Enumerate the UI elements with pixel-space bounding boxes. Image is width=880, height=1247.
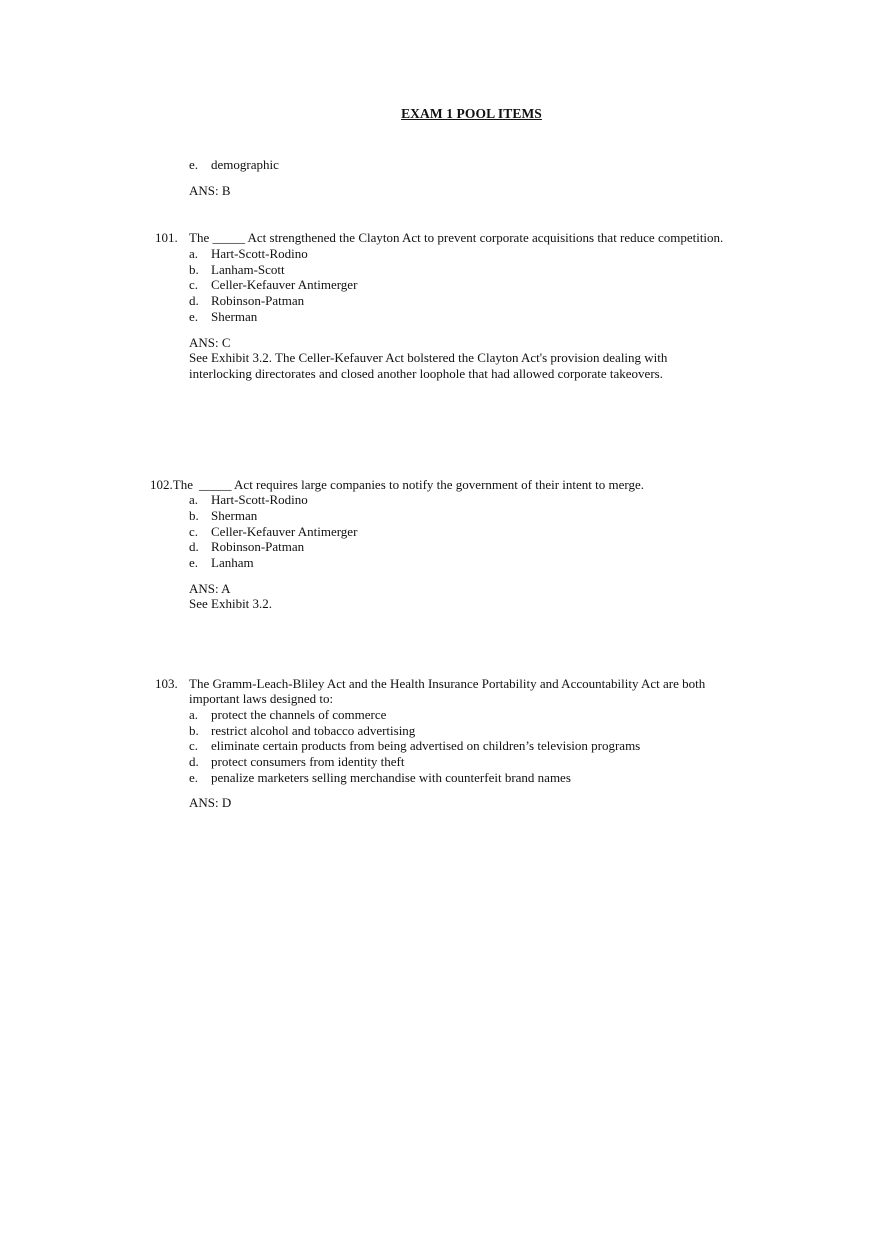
question-102-option-c [189, 524, 357, 540]
question-102-option-e [189, 555, 254, 571]
option-letter: a. [189, 492, 199, 507]
question-103-option-b [189, 723, 415, 739]
option-letter: d. [189, 754, 199, 769]
option-letter: a. [189, 707, 199, 722]
question-103-stem-line2: important laws designed to: [189, 691, 334, 706]
option-letter: d. [189, 539, 199, 554]
option-text: Lanham-Scott [211, 262, 285, 277]
option-letter: d. [189, 293, 199, 308]
question-102-option-b [189, 508, 257, 524]
question-102-option-a [189, 492, 308, 508]
option-text: Lanham [211, 555, 254, 570]
option-text: penalize marketers selling merchandise with counterfeit brand names [211, 770, 571, 785]
question-101-option-d [189, 293, 304, 309]
question-101-explanation-line2: interlocking directorates and closed another loophole that had allowed corporate takeovers. [189, 366, 663, 381]
option-letter: b. [189, 723, 199, 738]
option-letter: a. [189, 246, 199, 261]
question-103-option-a [189, 707, 386, 723]
question-101-number: 101. [155, 230, 178, 245]
question-102-explanation-line1: See Exhibit 3.2. [189, 596, 273, 611]
option-e-previous [189, 157, 279, 173]
question-103-option-e [189, 770, 571, 786]
question-103-number: 103. [155, 676, 178, 691]
question-102-option-d [189, 539, 304, 555]
option-text: protect the channels of commerce [211, 707, 387, 722]
option-text: Robinson-Patman [211, 293, 305, 308]
option-text: eliminate certain products from being advertised on children’s television programs [211, 738, 641, 753]
question-103-option-d [189, 754, 405, 770]
option-letter: e. [189, 309, 199, 324]
question-101-option-c [189, 277, 357, 293]
question-101-explanation-line1: See Exhibit 3.2. The Celler-Kefauver Act bolstered the Clayton Act's provision dealing with [189, 350, 668, 365]
option-text: protect consumers from identity theft [211, 754, 405, 769]
page-title: EXAM 1 POOL ITEMS [401, 106, 542, 121]
question-102-answer: ANS: A [189, 581, 231, 596]
question-101-option-e [189, 309, 257, 325]
option-letter: b. [189, 262, 199, 277]
option-letter: b. [189, 508, 199, 523]
question-102-number: 102.The [150, 477, 193, 492]
question-101-stem: The _____ Act strengthened the Clayton Act to prevent corporate acquisitions that reduce competition. [189, 230, 724, 245]
option-letter: c. [189, 277, 199, 292]
option-text: restrict alcohol and tobacco advertising [211, 723, 416, 738]
question-103-stem-line1: The Gramm-Leach-Bliley Act and the Health Insurance Portability and Accountability Act are both [189, 676, 706, 691]
option-letter: c. [189, 738, 199, 753]
option-letter: c. [189, 524, 199, 539]
option-text: Hart-Scott-Rodino [211, 492, 308, 507]
option-text: Celler-Kefauver Antimerger [211, 277, 358, 292]
option-letter: e. [189, 555, 199, 570]
question-103-option-c [189, 738, 640, 754]
option-letter: e. [189, 157, 199, 172]
option-text: demographic [211, 157, 279, 172]
option-text: Hart-Scott-Rodino [211, 246, 308, 261]
question-101-option-b [189, 262, 285, 278]
option-text: Sherman [211, 508, 258, 523]
question-103-answer: ANS: D [189, 795, 232, 810]
question-102-stem: _____ Act requires large companies to notify the government of their intent to merge. [199, 477, 645, 492]
option-text: Sherman [211, 309, 258, 324]
question-101-answer: ANS: C [189, 335, 231, 350]
answer-previous: ANS: B [189, 183, 231, 198]
option-text: Robinson-Patman [211, 539, 305, 554]
option-letter: e. [189, 770, 199, 785]
option-text: Celler-Kefauver Antimerger [211, 524, 358, 539]
question-101-option-a [189, 246, 308, 262]
